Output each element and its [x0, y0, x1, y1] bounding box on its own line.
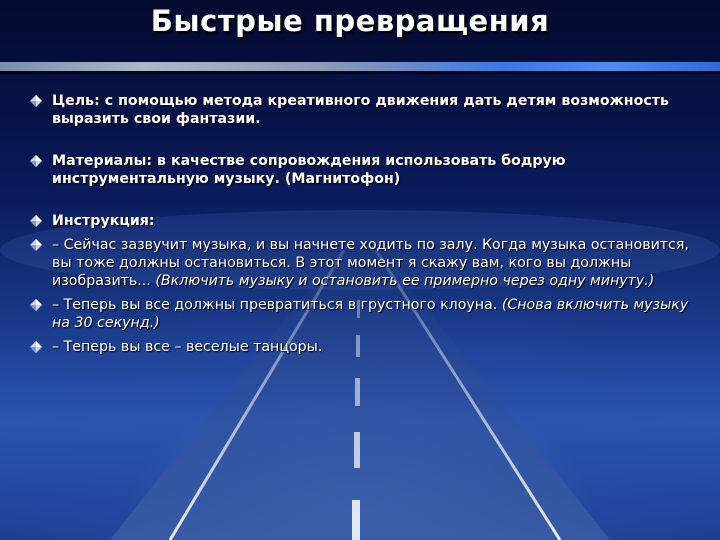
- bullet-list: [30, 92, 690, 356]
- goal-text: Цель: с помощью метода креативного движения дать детям возможность выразить свои фантазии.: [52, 93, 669, 127]
- diamond-bullet-icon: [30, 341, 42, 353]
- bullet-materials: [30, 152, 690, 188]
- bullet-step-3: [30, 338, 690, 356]
- step-1-note: (Включить музыку и остановить ее примерно через одну минуту.): [155, 273, 655, 289]
- step-2-note: (Снова включить музыку на 30 секунд.): [52, 297, 689, 331]
- bullet-step-2: [30, 296, 690, 332]
- diamond-bullet-icon: [30, 299, 42, 311]
- bullet-step-1: [30, 236, 690, 290]
- title-divider-shadow: [0, 71, 720, 74]
- diamond-bullet-icon: [30, 215, 42, 227]
- title-divider: [0, 62, 720, 71]
- step-3-text: – Теперь вы все – веселые танцоры.: [52, 339, 323, 355]
- instruction-heading: Инструкция:: [52, 213, 155, 229]
- bullet-goal: [30, 92, 690, 128]
- slide-title: Быстрые превращения: [150, 4, 550, 38]
- bullet-instruction-heading: [30, 212, 690, 230]
- diamond-bullet-icon: [30, 155, 42, 167]
- diamond-bullet-icon: [30, 95, 42, 107]
- step-1-text: – Сейчас зазвучит музыка, и вы начнете ходить по залу. Когда музыка остановится, вы тоже должны остановиться. В этот момент я скажу вам, кого вы должны изобразить...: [52, 237, 689, 289]
- materials-text: Материалы: в качестве сопровождения использовать бодрую инструментальную музыку. (Магнитофон): [52, 153, 566, 187]
- step-2-text: – Теперь вы все должны превратиться в грустного клоуна.: [52, 297, 498, 313]
- diamond-bullet-icon: [30, 239, 42, 251]
